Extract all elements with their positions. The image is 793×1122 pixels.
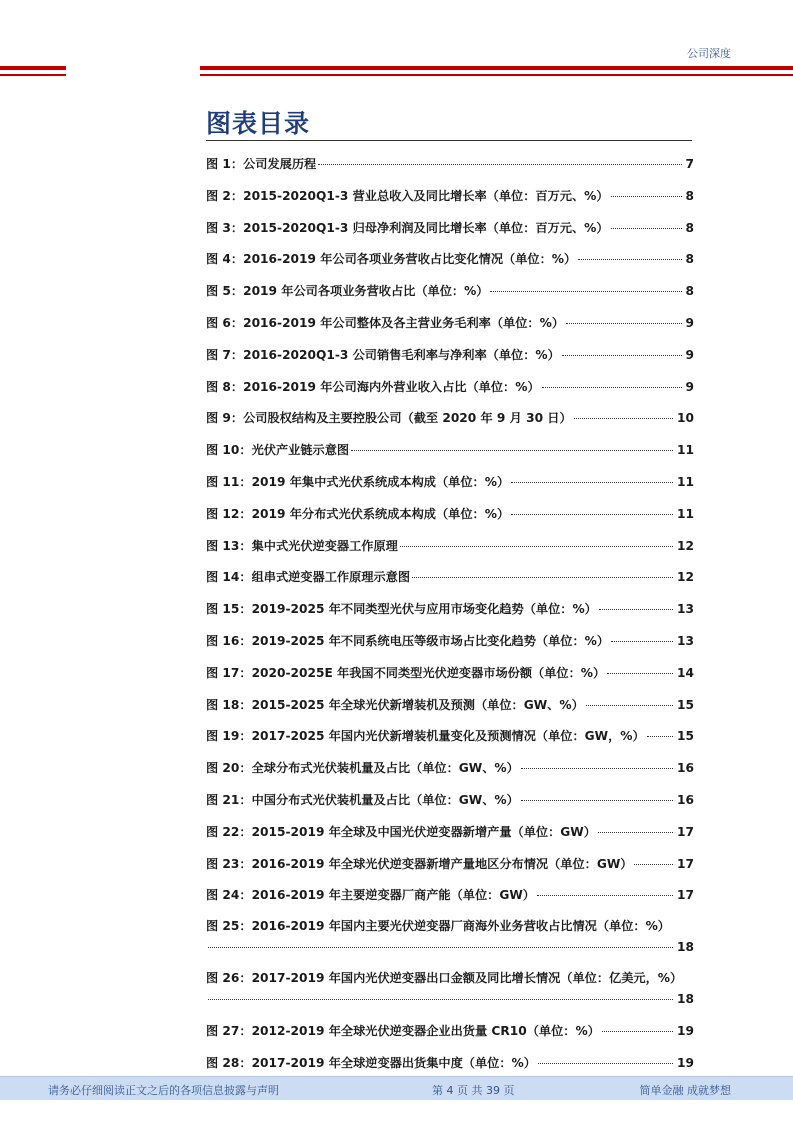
toc-title-divider: [206, 140, 692, 141]
toc-entry[interactable]: [206, 565, 694, 597]
toc-entry-page: 17: [677, 888, 694, 903]
toc-entry-label: 图 20：全球分布式光伏装机量及占比（单位：GW、%）: [206, 761, 519, 776]
report-type-tag: 公司深度: [687, 47, 731, 60]
toc-entry-label: 图 1：公司发展历程: [206, 157, 317, 171]
toc-entry-page: 13: [677, 602, 694, 617]
figure-toc-list: [206, 152, 694, 1083]
header-rule-right: [200, 66, 793, 70]
toc-entry-label: 图 24：2016-2019 年主要逆变器厂商产能（单位：GW）: [206, 888, 535, 903]
toc-entry[interactable]: [206, 756, 694, 788]
toc-entry[interactable]: [206, 852, 694, 884]
toc-entry-page: 19: [677, 1024, 694, 1039]
toc-leader-dots: [611, 641, 673, 642]
toc-entry-page: 7: [685, 157, 694, 171]
toc-entry-page: 19: [677, 1055, 694, 1070]
toc-entry[interactable]: [206, 597, 694, 629]
toc-entry[interactable]: [206, 311, 694, 343]
toc-entry-label: 图 15：2019-2025 年不同类型光伏与应用市场变化趋势（单位：%）: [206, 602, 597, 617]
toc-entry-label: 图 16：2019-2025 年不同系统电压等级市场占比变化趋势（单位：%）: [206, 633, 610, 648]
toc-entry-page: 15: [677, 729, 694, 744]
toc-leader-dots: [578, 259, 681, 260]
toc-leader-dots: [400, 546, 673, 547]
toc-entry-page: 11: [677, 506, 694, 521]
toc-entry[interactable]: [206, 883, 694, 915]
toc-entry-page: 10: [677, 411, 694, 426]
toc-entry-page: 17: [677, 824, 694, 839]
toc-entry-page: 8: [685, 220, 694, 235]
toc-entry[interactable]: [206, 693, 694, 725]
toc-entry[interactable]: [206, 724, 694, 756]
toc-leader-dots: [490, 291, 681, 292]
toc-entry-page: 9: [685, 347, 694, 362]
toc-entry-label: 图 2：2015-2020Q1-3 营业总收入及同比增长率（单位：百万元、%）: [206, 188, 609, 203]
toc-entry-label: 图 26：2017-2019 年国内光伏逆变器出口金额及同比增长情况（单位：亿美元，%）: [206, 971, 683, 986]
toc-leader-dots: [208, 947, 673, 948]
toc-leader-dots: [351, 450, 673, 451]
toc-leader-dots: [537, 895, 673, 896]
toc-entry-page: 8: [685, 252, 694, 267]
toc-entry-label: 图 12：2019 年分布式光伏系统成本构成（单位：%）: [206, 506, 510, 521]
toc-entry-label: 图 13：集中式光伏逆变器工作原理: [206, 538, 398, 553]
toc-entry-page: 16: [677, 761, 694, 776]
toc-entry[interactable]: [206, 247, 694, 279]
toc-leader-dots: [562, 355, 682, 356]
toc-entry-label: 图 6：2016-2019 年公司整体及各主营业务毛利率（单位：%）: [206, 315, 565, 330]
toc-entry-page: 13: [677, 633, 694, 648]
toc-entry-label: 图 9：公司股权结构及主要控股公司（截至 2020 年 9 月 30 日）: [206, 411, 572, 426]
header-rule-left: [0, 66, 66, 70]
toc-leader-dots: [611, 228, 682, 229]
toc-leader-dots: [599, 609, 673, 610]
toc-entry[interactable]: [206, 502, 694, 534]
header-rule-right-thin: [200, 74, 793, 76]
toc-entry[interactable]: [206, 343, 694, 375]
toc-entry[interactable]: [206, 438, 694, 470]
toc-entry-label: 图 23：2016-2019 年全球光伏逆变器新增产量地区分布情况（单位：GW）: [206, 856, 633, 871]
toc-leader-dots: [611, 196, 682, 197]
toc-entry-label: 图 8：2016-2019 年公司海内外营业收入占比（单位：%）: [206, 379, 540, 394]
toc-entry-page: 12: [677, 538, 694, 553]
toc-leader-dots: [521, 800, 673, 801]
toc-entry-page: 18: [677, 992, 694, 1007]
toc-entry-label: 图 22：2015-2019 年全球及中国光伏逆变器新增产量（单位：GW）: [206, 824, 596, 839]
toc-entry-label: 图 7：2016-2020Q1-3 公司销售毛利率与净利率（单位：%）: [206, 347, 560, 362]
toc-entry-label: 图 27：2012-2019 年全球光伏逆变器企业出货量 CR10（单位：%）: [206, 1024, 600, 1039]
toc-entry[interactable]: [206, 279, 694, 311]
toc-entry-label: 图 4：2016-2019 年公司各项业务营收占比变化情况（单位：%）: [206, 252, 577, 267]
toc-leader-dots: [634, 864, 673, 865]
footer-slogan: 简单金融 成就梦想: [639, 1084, 731, 1097]
toc-leader-dots: [574, 418, 673, 419]
toc-entry-page: 8: [685, 188, 694, 203]
footer-disclaimer: 请务必仔细阅读正文之后的各项信息披露与声明: [48, 1084, 279, 1097]
toc-leader-dots: [538, 1063, 673, 1064]
toc-entry[interactable]: [206, 534, 694, 566]
toc-entry-page: 16: [677, 792, 694, 807]
toc-entry[interactable]: [206, 915, 694, 967]
toc-entry-label: 图 18：2015-2025 年全球光伏新增装机及预测（单位：GW、%）: [206, 697, 584, 712]
toc-title: 图表目录: [206, 109, 311, 138]
toc-leader-dots: [566, 323, 682, 324]
toc-entry[interactable]: [206, 820, 694, 852]
page-footer: [0, 1076, 793, 1100]
toc-leader-dots: [521, 768, 673, 769]
toc-leader-dots: [647, 736, 673, 737]
toc-entry-page: 9: [685, 379, 694, 394]
toc-entry-label: 图 17：2020-2025E 年我国不同类型光伏逆变器市场份额（单位：%）: [206, 665, 606, 680]
toc-leader-dots: [511, 482, 673, 483]
toc-leader-dots: [318, 164, 681, 165]
toc-entry-page: 9: [685, 315, 694, 330]
toc-entry[interactable]: [206, 629, 694, 661]
toc-leader-dots: [607, 673, 673, 674]
toc-leader-dots: [208, 999, 673, 1000]
toc-entry[interactable]: [206, 184, 694, 216]
toc-entry[interactable]: [206, 375, 694, 407]
toc-entry-label: 图 5：2019 年公司各项业务营收占比（单位：%）: [206, 284, 489, 299]
toc-leader-dots: [598, 832, 673, 833]
toc-entry-page: 11: [677, 443, 694, 458]
toc-entry-page: 8: [685, 284, 694, 299]
toc-entry-page: 11: [677, 474, 694, 489]
toc-entry[interactable]: [206, 1019, 694, 1051]
toc-leader-dots: [412, 577, 673, 578]
toc-entry[interactable]: [206, 470, 694, 502]
toc-entry-page: 18: [677, 940, 694, 955]
toc-leader-dots: [511, 514, 673, 515]
toc-entry-label: 图 10：光伏产业链示意图: [206, 443, 350, 458]
toc-entry-page: 12: [677, 570, 694, 585]
toc-entry-label: 图 11：2019 年集中式光伏系统成本构成（单位：%）: [206, 474, 510, 489]
toc-entry[interactable]: [206, 788, 694, 820]
toc-entry-label: 图 21：中国分布式光伏装机量及占比（单位：GW、%）: [206, 792, 519, 807]
toc-entry[interactable]: [206, 967, 694, 1019]
toc-entry-page: 17: [677, 856, 694, 871]
toc-entry[interactable]: [206, 661, 694, 693]
toc-entry-label: 图 19：2017-2025 年国内光伏新增装机量变化及预测情况（单位：GW，%）: [206, 729, 645, 744]
toc-entry[interactable]: [206, 152, 694, 184]
toc-entry-label: 图 28：2017-2019 年全球逆变器出货集中度（单位：%）: [206, 1055, 536, 1070]
toc-entry-label: 图 3：2015-2020Q1-3 归母净利润及同比增长率（单位：百万元、%）: [206, 220, 609, 235]
toc-entry[interactable]: [206, 406, 694, 438]
toc-entry[interactable]: [206, 216, 694, 248]
toc-entry-label: 图 14：组串式逆变器工作原理示意图: [206, 570, 411, 585]
footer-page-number: 第 4 页 共 39 页: [432, 1084, 515, 1097]
header-rule-left-thin: [0, 74, 66, 76]
toc-entry-page: 15: [677, 697, 694, 712]
toc-entry-page: 14: [677, 665, 694, 680]
toc-entry-label: 图 25：2016-2019 年国内主要光伏逆变器厂商海外业务营收占比情况（单位：%）: [206, 919, 670, 934]
toc-leader-dots: [542, 387, 682, 388]
toc-leader-dots: [586, 705, 673, 706]
toc-leader-dots: [602, 1031, 673, 1032]
